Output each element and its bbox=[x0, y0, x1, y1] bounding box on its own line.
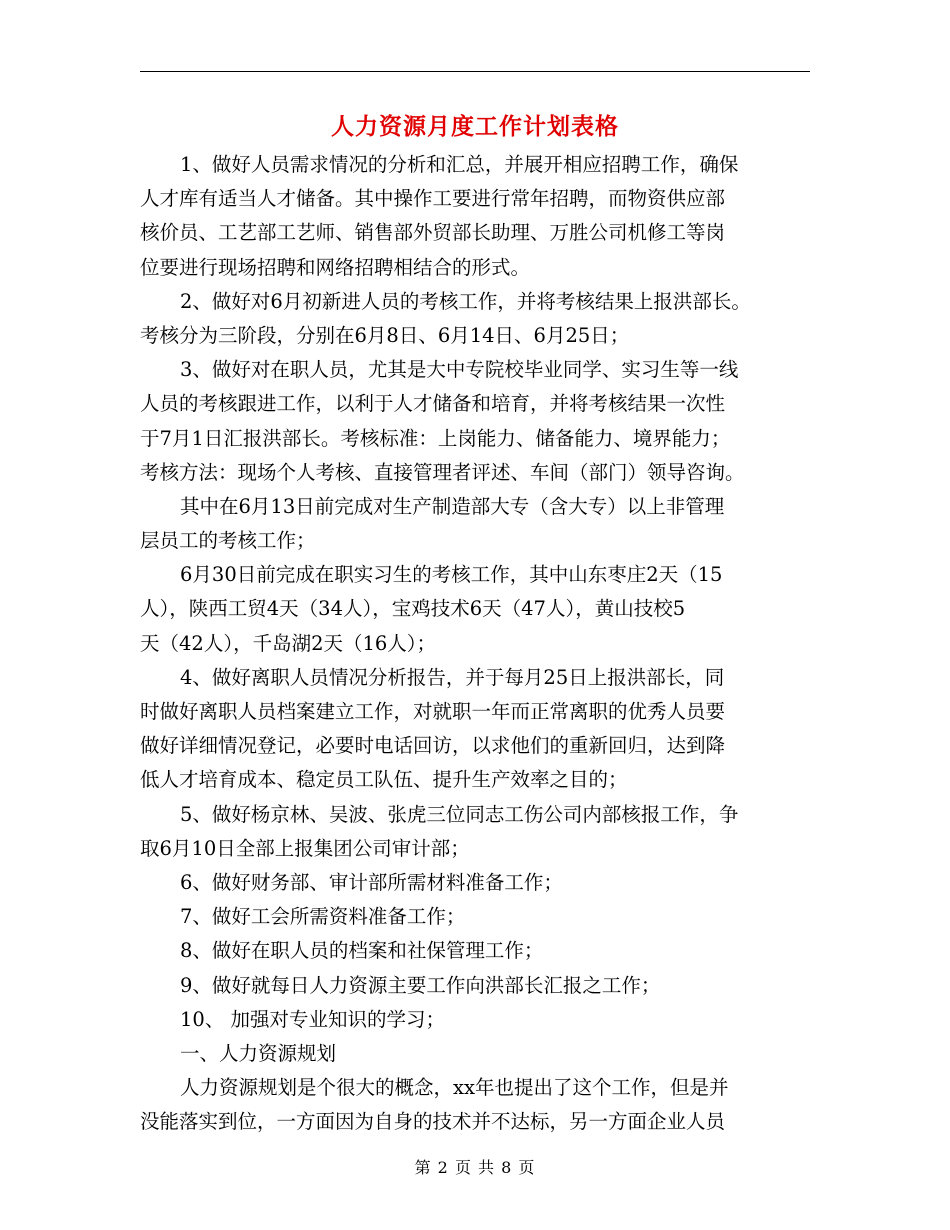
text-line: 2、做好对6月初新进人员的考核工作，并将考核结果上报洪部长。 bbox=[180, 289, 751, 313]
text-line: 核价员、工艺部工艺师、销售部外贸部长助理、万胜公司机修工等岗 bbox=[140, 221, 726, 245]
text-line: 9、做好就每日人力资源主要工作向洪部长汇报之工作； bbox=[180, 973, 661, 997]
text-line: 10、 加强对专业知识的学习； bbox=[180, 1007, 446, 1031]
text-line: 人员的考核跟进工作，以利于人才储备和培育，并将考核结果一次性 bbox=[140, 392, 726, 416]
text-line: 层员工的考核工作； bbox=[140, 529, 316, 553]
text-line: 于7月1日汇报洪部长。考核标准：上岗能力、储备能力、境界能力； bbox=[140, 426, 731, 450]
text-line: 一、人力资源规划 bbox=[180, 1041, 337, 1065]
text-line: 5、做好杨京林、吴波、张虎三位同志工伤公司内部核报工作，争 bbox=[180, 802, 739, 826]
document-body bbox=[140, 148, 812, 1139]
text-line: 人），陕西工贸4天（34人），宝鸡技术6天（47人），黄山技校5 bbox=[140, 597, 686, 621]
text-line: 没能落实到位，一方面因为自身的技术并不达标，另一方面企业人员 bbox=[140, 1110, 726, 1134]
page-footer: 第 2 页 共 8 页 bbox=[414, 1158, 536, 1177]
document-title: 人力资源月度工作计划表格 bbox=[331, 114, 619, 140]
text-line: 4、做好离职人员情况分析报告，并于每月25日上报洪部长，同 bbox=[180, 665, 725, 689]
text-line: 人才库有适当人才储备。其中操作工要进行常年招聘，而物资供应部 bbox=[140, 187, 726, 211]
header-rule bbox=[140, 71, 810, 72]
text-line: 取6月10日全部上报集团公司审计部； bbox=[140, 836, 470, 860]
text-line: 人力资源规划是个很大的概念，xx年也提出了这个工作，但是并 bbox=[180, 1076, 729, 1100]
text-line: 7、做好工会所需资料准备工作； bbox=[180, 905, 466, 929]
text-line: 位要进行现场招聘和网络招聘相结合的形式。 bbox=[140, 255, 531, 279]
text-line: 时做好离职人员档案建立工作，对就职一年而正常离职的优秀人员要 bbox=[140, 700, 726, 723]
text-line: 考核分为三阶段，分别在6月8日、6月14日、6月25日； bbox=[140, 323, 630, 347]
text-line: 3、做好对在职人员，尤其是大中专院校毕业同学、实习生等一线 bbox=[180, 358, 739, 382]
text-line: 6月30日前完成在职实习生的考核工作，其中山东枣庄2天（15 bbox=[180, 563, 723, 587]
text-line: 1、做好人员需求情况的分析和汇总，并展开相应招聘工作，确保 bbox=[180, 153, 739, 176]
text-line: 低人才培育成本、稳定员工队伍、提升生产效率之目的； bbox=[140, 768, 628, 792]
text-line: 其中在6月13日前完成对生产制造部大专（含大专）以上非管理 bbox=[180, 494, 725, 518]
text-line: 做好详细情况登记，必要时电话回访，以求他们的重新回归，达到降 bbox=[140, 734, 726, 758]
text-line: 天（42人），千岛湖2天（16人）； bbox=[140, 631, 437, 655]
text-line: 6、做好财务部、审计部所需材料准备工作； bbox=[180, 870, 563, 894]
text-line: 8、做好在职人员的档案和社保管理工作； bbox=[180, 939, 544, 963]
text-line: 考核方法：现场个人考核、直接管理者评述、车间（部门）领导咨询。 bbox=[140, 460, 745, 484]
